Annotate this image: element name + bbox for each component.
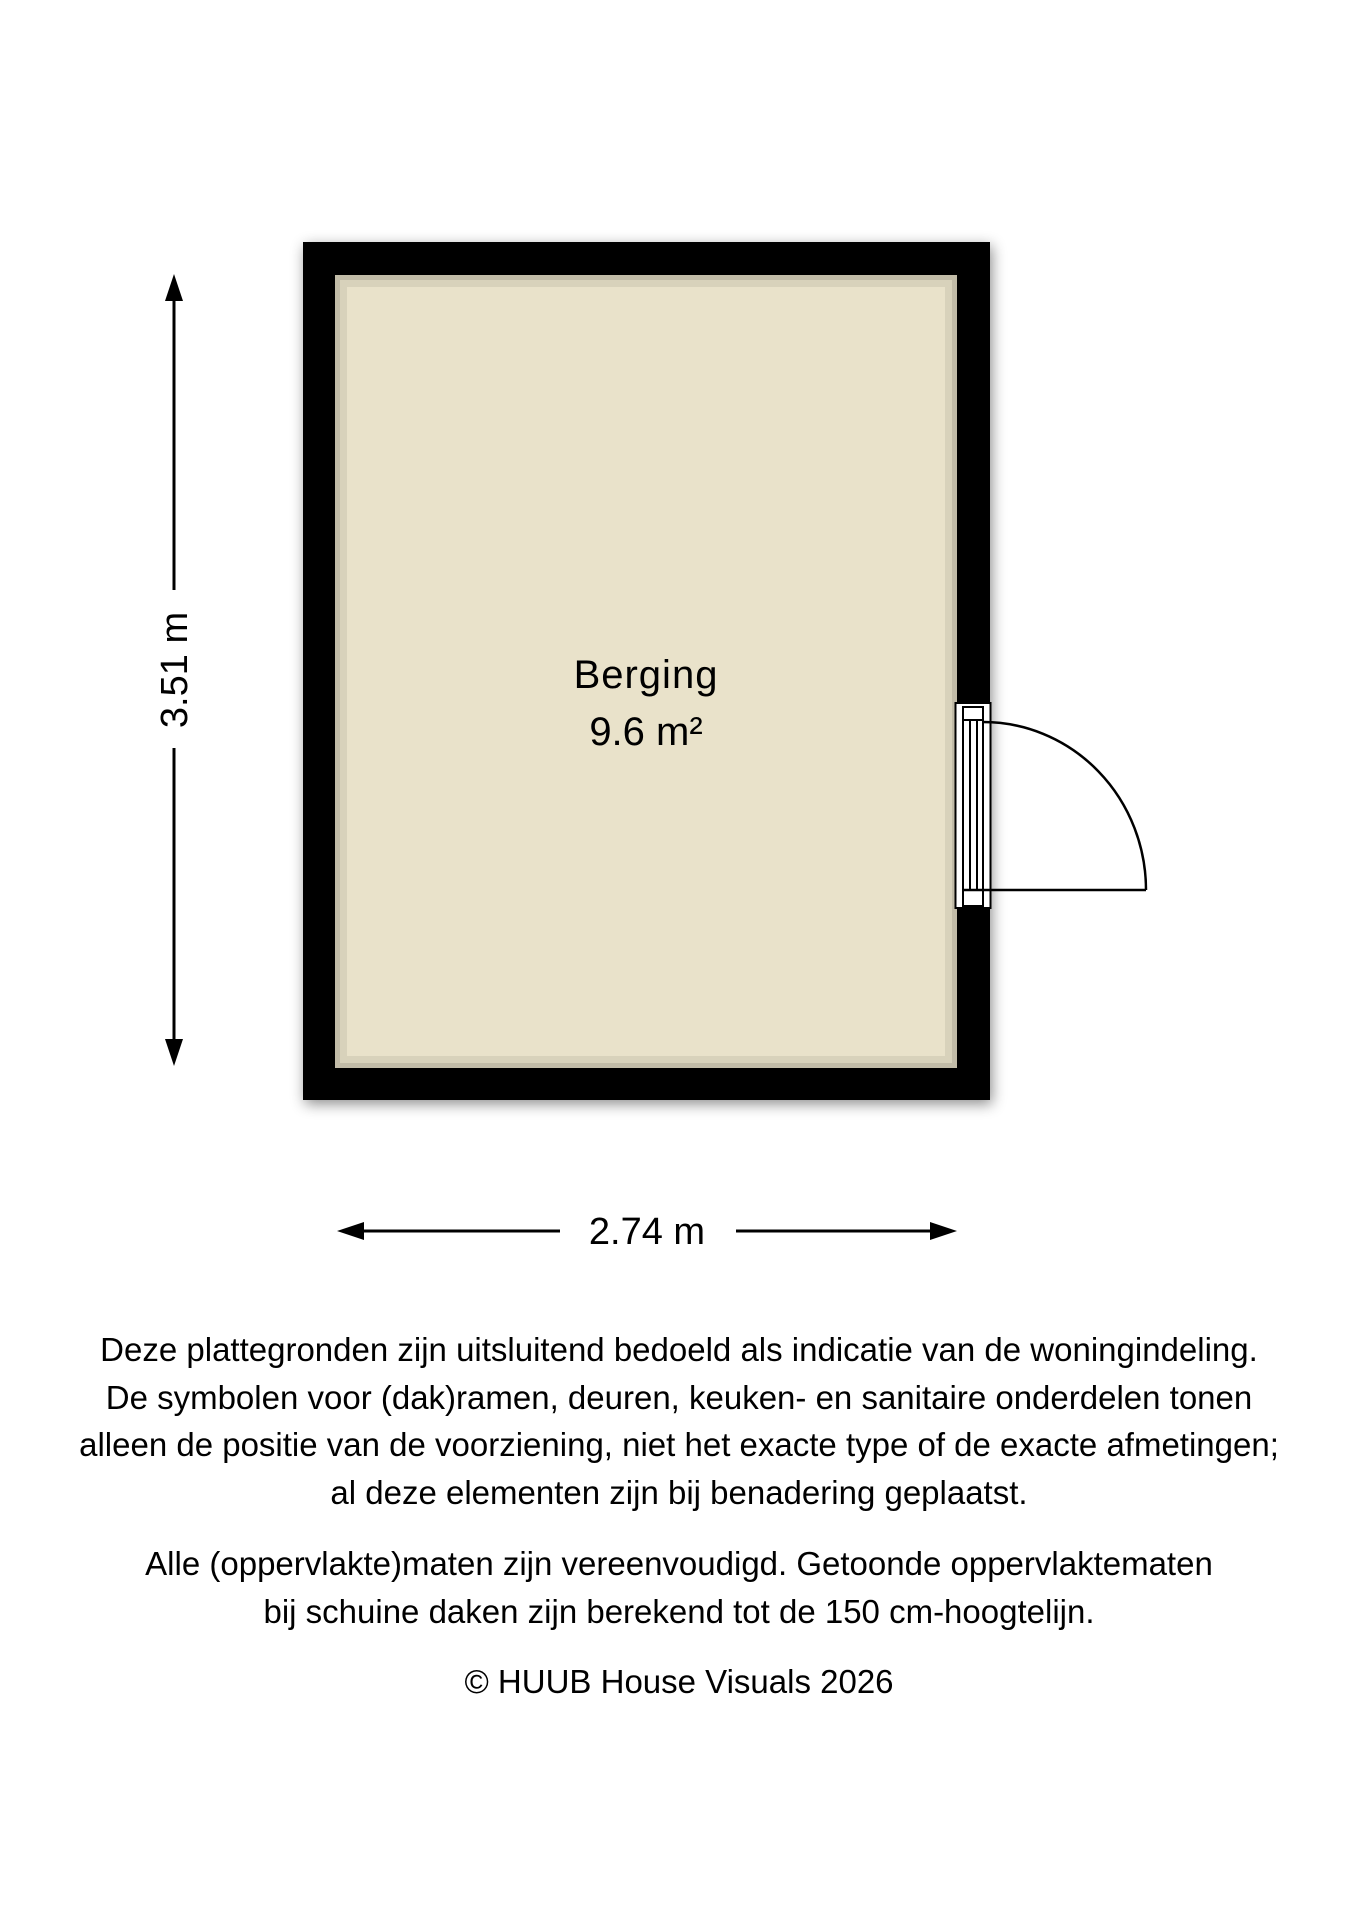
door-swing-arc — [983, 722, 1146, 890]
door-jamb-top — [963, 707, 983, 720]
room-area-label: 9.6 m² — [589, 710, 703, 754]
door-leaf-closed — [963, 720, 983, 890]
disclaimer-line: alleen de positie van de voorziening, niet het exacte type of de exacte afmetingen; — [79, 1426, 1279, 1463]
disclaimer-paragraph-1 — [0, 1326, 1358, 1516]
disclaimer-line: al deze elementen zijn bij benadering geplaatst. — [330, 1473, 1028, 1511]
vertical-dimension — [154, 274, 196, 1066]
arrow-down-icon — [165, 1039, 183, 1066]
arrow-up-icon — [165, 274, 183, 301]
height-dimension-label: 3.51 m — [154, 611, 196, 729]
arrow-left-icon — [337, 1222, 364, 1240]
disclaimer-line: bij schuine daken zijn berekend tot de 150 cm-hoogtelijn. — [263, 1592, 1095, 1630]
disclaimer-paragraph-2 — [0, 1540, 1358, 1635]
door — [956, 703, 1147, 908]
disclaimer-line: De symbolen voor (dak)ramen, deuren, keuken- en sanitaire onderdelen tonen — [105, 1378, 1253, 1416]
horizontal-dimension — [337, 1211, 957, 1253]
room-name-label: Berging — [573, 653, 719, 697]
copyright-text: © HUUB House Visuals 2026 — [464, 1663, 894, 1700]
disclaimer-line: Deze plattegronden zijn uitsluitend bedoeld als indicatie van de woningindeling. — [100, 1331, 1258, 1368]
arrow-right-icon — [930, 1222, 957, 1240]
width-dimension-label: 2.74 m — [588, 1211, 706, 1253]
door-jamb-bottom — [963, 890, 983, 906]
disclaimer-line: Alle (oppervlakte)maten zijn vereenvoudigd. Getoonde oppervlaktematen — [145, 1545, 1213, 1582]
